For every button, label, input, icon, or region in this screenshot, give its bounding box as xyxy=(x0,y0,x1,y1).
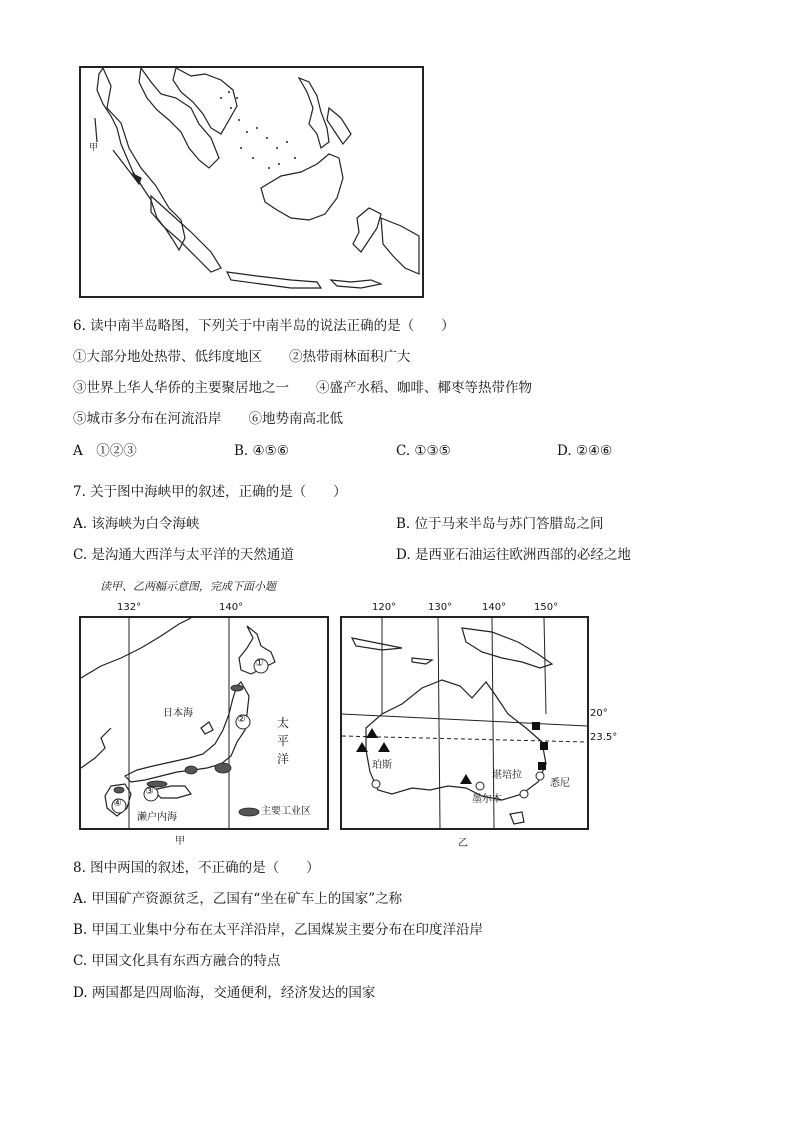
question-6-line-1: ①大部分地处热带、低纬度地区 ②热带雨林面积广大 xyxy=(73,349,411,365)
australia-map-drawing xyxy=(342,618,587,828)
question-6-line-2: ③世界上华人华侨的主要聚居地之一 ④盛产水稻、咖啡、椰枣等热带作物 xyxy=(73,380,532,396)
yi-lon-130: 130° xyxy=(428,602,453,613)
question-8-option-d[interactable]: D. 两国都是四周临海，交通便利，经济发达的国家 xyxy=(73,985,376,1001)
australia-map-caption: 乙 xyxy=(458,838,468,849)
city-canberra: 堪培拉 xyxy=(492,770,522,781)
question-7-option-b[interactable]: B. 位于马来半岛与苏门答腊岛之间 xyxy=(396,516,604,532)
city-perth: 珀斯 xyxy=(372,760,392,771)
jia-lon-132: 132° xyxy=(117,602,142,613)
yi-lon-150: 150° xyxy=(534,602,559,613)
japan-marker-2: ② xyxy=(237,714,246,725)
japan-map-drawing xyxy=(81,618,327,828)
sea-of-japan-label: 日本海 xyxy=(163,708,193,719)
japan-map-caption: 甲 xyxy=(175,836,185,847)
australia-map-frame xyxy=(340,616,618,830)
question-7-stem: 7. 关于图中海峡甲的叙述，正确的是（ ） xyxy=(73,484,347,500)
question-6-stem: 6. 读中南半岛略图，下列关于中南半岛的说法正确的是（ ） xyxy=(73,318,455,334)
japan-marker-1: ① xyxy=(255,658,264,669)
pacific-label-2: 平 xyxy=(277,734,290,748)
southeast-asia-map-drawing xyxy=(81,68,422,296)
japan-marker-3: ③ xyxy=(145,786,154,797)
japan-map xyxy=(79,600,331,850)
yi-lat-23-5: 23.5° xyxy=(590,732,618,743)
jia-lon-140: 140° xyxy=(219,602,244,613)
city-melbourne: 墨尔本 xyxy=(472,794,502,805)
pacific-label-1: 太 xyxy=(277,716,290,730)
yi-lon-140: 140° xyxy=(482,602,507,613)
city-sydney: 悉尼 xyxy=(550,778,570,789)
japan-marker-4: ④ xyxy=(113,798,122,809)
japan-map-frame xyxy=(79,616,329,830)
question-8-option-b[interactable]: B. 甲国工业集中分布在太平洋沿岸，乙国煤炭主要分布在印度洋沿岸 xyxy=(73,922,484,938)
pacific-label-3: 洋 xyxy=(277,752,290,766)
inland-sea-label: 濑户内海 xyxy=(137,812,177,823)
australia-map xyxy=(340,600,618,850)
yi-lon-120: 120° xyxy=(372,602,397,613)
strait-label-jia: 甲 xyxy=(89,143,99,153)
question-7-option-d[interactable]: D. 是西亚石油运往欧洲西部的必经之地 xyxy=(396,547,631,563)
industrial-zone-legend: 主要工业区 xyxy=(261,806,311,817)
question-6-line-3: ⑤城市多分布在河流沿岸 ⑥地势南高北低 xyxy=(73,411,343,427)
map-intro-text: 读甲、乙两幅示意图，完成下面小题 xyxy=(100,580,276,593)
question-6-option-d[interactable]: D. ②④⑥ xyxy=(557,443,613,459)
question-8-stem: 8. 图中两国的叙述，不正确的是（ ） xyxy=(73,860,320,876)
southeast-asia-map xyxy=(79,66,424,298)
question-6-option-a[interactable]: A ①②③ xyxy=(73,443,137,459)
question-8-option-c[interactable]: C. 甲国文化具有东西方融合的特点 xyxy=(73,953,281,969)
question-6-option-b[interactable]: B. ④⑤⑥ xyxy=(234,443,289,459)
question-8-option-a[interactable]: A. 甲国矿产资源贫乏，乙国有“坐在矿车上的国家”之称 xyxy=(73,891,403,907)
question-7-option-a[interactable]: A. 该海峡为白令海峡 xyxy=(73,516,200,532)
yi-lat-20: 20° xyxy=(590,708,608,719)
question-6-option-c[interactable]: C. ①③⑤ xyxy=(396,443,451,459)
question-7-option-c[interactable]: C. 是沟通大西洋与太平洋的天然通道 xyxy=(73,547,294,563)
